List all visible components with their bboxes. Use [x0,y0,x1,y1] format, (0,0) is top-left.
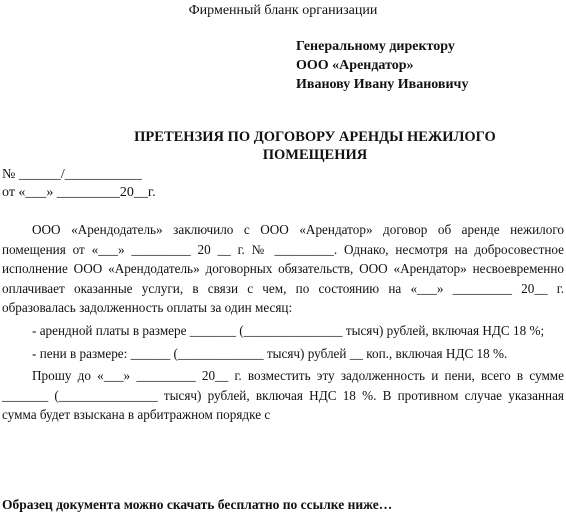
document-body [2,220,564,425]
paragraph-debt-description: ООО «Арендодатель» заключило с ООО «Арендатор» договор об аренде нежилого помещения от «___» _________ 20 __ г. № _________. Однако, несмотря на добросовестное исполнение ООО «Арендодатель» договорных обязательств, ООО «Арендатор» несвоевременно оплачивает оказанные услуги, в связи с чем, по состоянию на «___» _________ 20__ г. образовалась задолженность оплаты за один месяц: [2,222,564,316]
addressee-name: Иванову Ивану Ивановичу [296,77,469,92]
document-date: от «___» _________20__г. [2,185,156,200]
download-note: Образец документа можно скачать бесплатно по ссылке ниже… [2,497,393,512]
paragraph-rent-amount: - арендной платы в размере _______ (_______________ тысяч) рублей, включая НДС 18 %; [32,322,545,338]
letterhead: Фирменный бланк организации [188,3,378,18]
addressee-block [296,37,468,94]
paragraph-demand: Прошу до «___» _________ 20__ г. возместить эту задолженность и пени, всего в сумме _______ (_______________ тысяч) рублей, включая НДС 18 %. В противном случае указанная сумма будет взыскана в арбитражном порядке с [2,368,564,423]
addressee-company: ООО «Арендатор» [296,58,414,73]
paragraph-penalty-amount: - пени в размере: ______ (_____________ тысяч) рублей __ коп., включая НДС 18 %. [32,345,508,361]
addressee-position: Генеральному директору [296,39,455,54]
document-title: ПРЕТЕНЗИЯ ПО ДОГОВОРУ АРЕНДЫ НЕЖИЛОГО ПОМЕЩЕНИЯ [134,129,496,163]
document-number: № ______/___________ [2,167,142,182]
